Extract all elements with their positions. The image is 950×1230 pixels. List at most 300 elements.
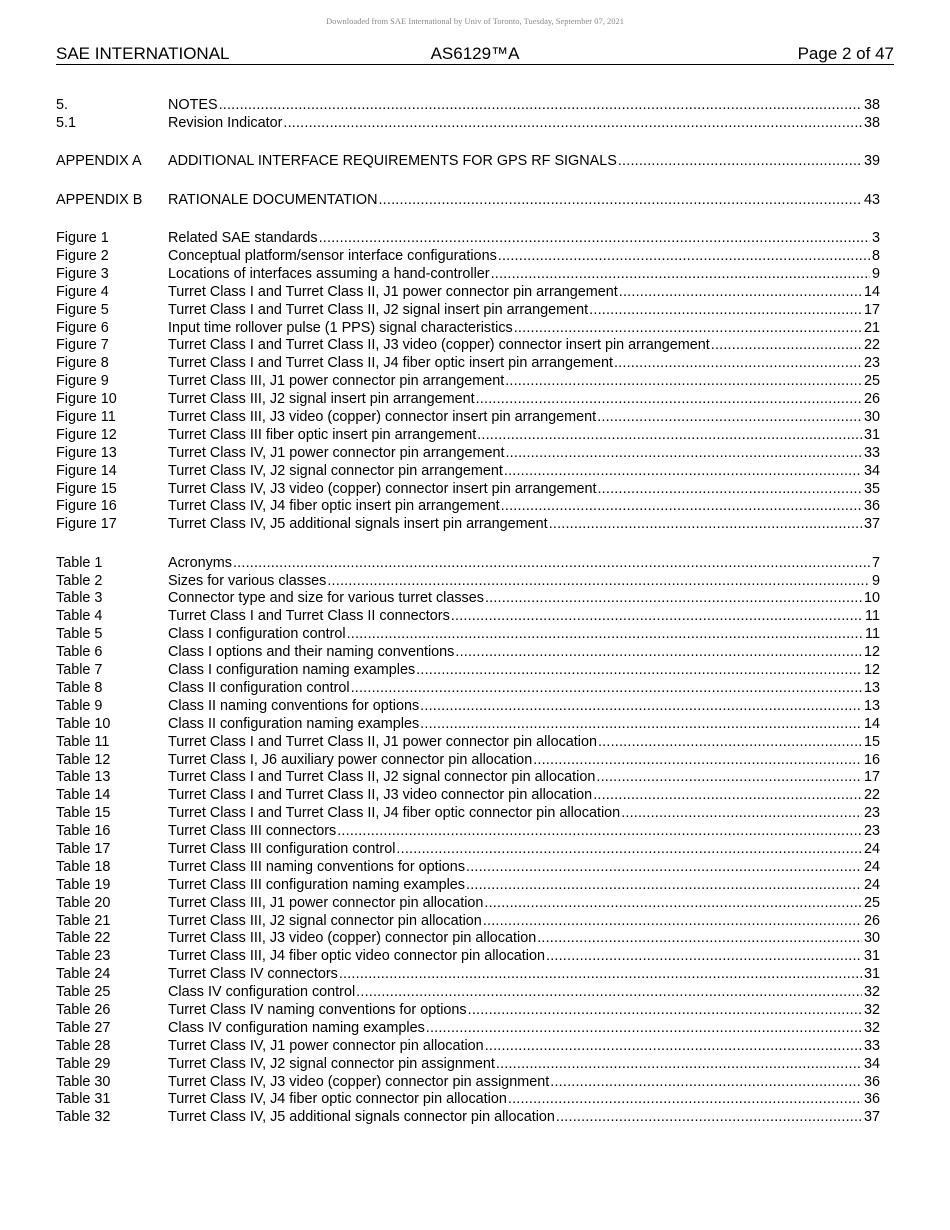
toc-entry-body <box>168 948 880 966</box>
toc-entry-label: Table 12 <box>56 751 111 768</box>
toc-entry-label: Table 1 <box>56 554 103 571</box>
toc-entry-page[interactable]: 32 <box>863 984 880 1001</box>
toc-entry-title[interactable]: Turret Class I and Turret Class II connectors <box>168 608 450 625</box>
toc-entry-page[interactable]: 11 <box>865 626 880 643</box>
toc-entry-body <box>168 930 880 948</box>
toc-entry-title[interactable]: Turret Class I and Turret Class II, J2 signal connector pin allocation <box>168 769 596 786</box>
toc-entry-title[interactable]: Turret Class IV, J1 power connector pin arrangement <box>168 444 505 461</box>
toc-entry[interactable] <box>56 481 880 499</box>
toc-entry-title[interactable]: Turret Class IV naming conventions for options <box>168 1001 467 1018</box>
dot-leader <box>549 516 862 534</box>
toc-entry-page[interactable]: 17 <box>863 769 880 786</box>
toc-entry-page[interactable]: 30 <box>863 408 880 425</box>
toc-entry-body <box>168 823 880 841</box>
dot-leader <box>533 752 862 770</box>
toc-entry-label: Table 22 <box>56 930 111 947</box>
dot-leader <box>476 391 862 409</box>
toc-entry[interactable] <box>56 716 880 734</box>
toc-entry-title[interactable]: Turret Class III, J1 power connector pin arrangement <box>168 373 505 390</box>
dot-leader <box>351 680 862 698</box>
dot-leader <box>327 573 870 591</box>
toc-entry-body <box>168 662 880 680</box>
toc-entry-body <box>168 913 880 931</box>
toc-entry-label: Figure 12 <box>56 426 117 443</box>
toc-entry-label: Table 24 <box>56 966 111 983</box>
dot-leader <box>233 555 870 573</box>
toc-entry[interactable] <box>56 337 880 355</box>
toc-entry-page[interactable]: 10 <box>863 590 880 607</box>
dot-leader <box>514 320 862 338</box>
dot-leader <box>597 481 862 499</box>
toc-entry-title[interactable]: Class IV configuration control <box>168 984 356 1001</box>
toc-entry[interactable] <box>56 445 880 463</box>
dot-leader <box>484 895 862 913</box>
dot-leader <box>593 787 862 805</box>
toc-entry-body <box>168 266 880 284</box>
toc-entry-page[interactable]: 12 <box>863 662 880 679</box>
toc-entry-title[interactable]: Acronyms <box>168 554 232 571</box>
toc-entry-page[interactable]: 31 <box>863 966 880 983</box>
toc-entry-label: 5. <box>56 97 69 113</box>
toc-entry[interactable] <box>56 805 880 823</box>
toc-entry-page[interactable]: 31 <box>863 426 880 443</box>
dot-leader <box>546 948 862 966</box>
toc-entry-label: Table 19 <box>56 876 111 893</box>
toc-entry-body <box>168 859 880 877</box>
toc-entry-page[interactable]: 32 <box>863 1001 880 1018</box>
toc-entry-label: Figure 10 <box>56 391 117 408</box>
toc-entry[interactable] <box>56 302 880 320</box>
toc-entry[interactable] <box>56 373 880 391</box>
toc-entry-title[interactable]: Class II configuration naming examples <box>168 715 420 732</box>
toc-entry[interactable] <box>56 698 880 716</box>
toc-entry-body <box>168 895 880 913</box>
toc-entry-label: Table 17 <box>56 840 111 857</box>
toc-entry-label: Figure 11 <box>56 408 116 425</box>
toc-entry[interactable] <box>56 859 880 877</box>
toc-entry-label: APPENDIX A <box>56 153 142 170</box>
toc-entry-label: Table 6 <box>56 644 103 661</box>
toc-entry-title[interactable]: Turret Class III, J3 video (copper) connector pin allocation <box>168 930 537 947</box>
toc-entry[interactable] <box>56 913 880 931</box>
toc-entry-page[interactable]: 14 <box>863 715 880 732</box>
toc-entry-page[interactable]: 23 <box>863 823 880 840</box>
toc-entry-body <box>168 516 880 534</box>
toc-entry-page[interactable]: 33 <box>863 1037 880 1054</box>
toc-entry-page[interactable]: 24 <box>863 840 880 857</box>
toc-entry-title[interactable]: ADDITIONAL INTERFACE REQUIREMENTS FOR GPS RF SIGNALS <box>168 153 617 170</box>
toc-entry-title[interactable]: Class I options and their naming conventions <box>168 644 455 661</box>
toc-entry-page[interactable]: 30 <box>863 930 880 947</box>
toc-entry-body <box>168 481 880 499</box>
toc-entry-title[interactable]: Turret Class I and Turret Class II, J3 video (copper) connector insert pin arrangement <box>168 337 710 354</box>
toc-entry[interactable] <box>56 555 880 573</box>
toc-entry-body <box>168 1074 880 1092</box>
toc-entry-page[interactable]: 24 <box>863 858 880 875</box>
toc-entry-label: Figure 3 <box>56 265 109 282</box>
toc-entry-page[interactable]: 14 <box>863 283 880 300</box>
header-organization: SAE INTERNATIONAL <box>56 44 230 63</box>
toc-entry-label: Figure 4 <box>56 283 109 300</box>
toc-entry[interactable] <box>56 734 880 752</box>
toc-entry-title[interactable]: Turret Class I, J6 auxiliary power connector pin allocation <box>168 751 533 768</box>
dot-leader <box>485 1038 862 1056</box>
toc-entry-body <box>168 445 880 463</box>
toc-entry[interactable] <box>56 409 880 427</box>
toc-entry-page[interactable]: 36 <box>863 1073 880 1090</box>
toc-entry-body <box>168 1002 880 1020</box>
toc-entry-label: Table 27 <box>56 1019 111 1036</box>
dot-leader <box>426 1020 862 1038</box>
toc-entry-body <box>168 498 880 516</box>
toc-entry[interactable] <box>56 752 880 770</box>
toc-entry[interactable] <box>56 877 880 895</box>
toc-entry-label: Figure 9 <box>56 373 109 390</box>
toc-entry-title[interactable]: NOTES <box>168 97 218 113</box>
toc-entry[interactable] <box>56 1056 880 1074</box>
toc-entry-label: Figure 14 <box>56 462 117 479</box>
toc-entry-title[interactable]: Turret Class III fiber optic insert pin arrangement <box>168 426 477 443</box>
toc-entry-page[interactable]: 34 <box>863 462 880 479</box>
toc-entry[interactable] <box>56 1091 880 1109</box>
dot-leader <box>501 498 862 516</box>
toc-entry-label: Figure 17 <box>56 516 117 533</box>
toc-entry-body <box>168 573 880 591</box>
toc-entry[interactable] <box>56 841 880 859</box>
toc-entry-body <box>168 752 880 770</box>
toc-entry-page[interactable]: 38 <box>863 97 880 113</box>
toc-entry-page[interactable]: 12 <box>863 644 880 661</box>
toc-entry-label: Table 9 <box>56 697 103 714</box>
toc-entry-body <box>168 1109 880 1127</box>
dot-leader <box>337 823 862 841</box>
dot-leader <box>396 841 862 859</box>
toc-entry-page[interactable]: 11 <box>865 608 880 625</box>
toc-entry-page[interactable]: 31 <box>863 948 880 965</box>
dot-leader <box>508 1091 862 1109</box>
toc-entry[interactable] <box>56 590 880 608</box>
toc-entry-body <box>168 355 880 373</box>
toc-entry-title[interactable]: RATIONALE DOCUMENTATION <box>168 191 378 208</box>
toc-entry-page[interactable]: 36 <box>863 498 880 515</box>
toc-entry[interactable] <box>56 680 880 698</box>
toc-entry-label: Table 4 <box>56 608 103 625</box>
toc-entry-page[interactable]: 26 <box>863 391 880 408</box>
section-gap <box>56 171 880 192</box>
toc-entry-page[interactable]: 9 <box>871 265 880 282</box>
table-of-contents <box>56 97 880 1127</box>
toc-entry-title[interactable]: Conceptual platform/sensor interface configurations <box>168 247 497 264</box>
toc-entry-label: Table 20 <box>56 894 111 911</box>
toc-entry[interactable] <box>56 1038 880 1056</box>
toc-entry-title[interactable]: Turret Class III configuration naming examples <box>168 876 466 893</box>
toc-entry-label: Table 14 <box>56 787 111 804</box>
toc-entry-page[interactable]: 23 <box>863 805 880 822</box>
dot-leader <box>596 769 862 787</box>
dot-leader <box>504 463 862 481</box>
toc-entry-body <box>168 680 880 698</box>
toc-entry-page[interactable]: 36 <box>863 1091 880 1108</box>
toc-entry[interactable] <box>56 320 880 338</box>
toc-entry-title[interactable]: Input time rollover pulse (1 PPS) signal characteristics <box>168 319 513 336</box>
toc-entry-title[interactable]: Turret Class IV connectors <box>168 966 338 983</box>
dot-leader <box>378 192 862 210</box>
toc-entry-page[interactable]: 15 <box>863 733 880 750</box>
dot-leader <box>485 590 862 608</box>
toc-entry-title[interactable]: Turret Class IV, J4 fiber optic connector pin allocation <box>168 1091 507 1108</box>
toc-entry[interactable] <box>56 608 880 626</box>
toc-entry[interactable] <box>56 1109 880 1127</box>
toc-entry-page[interactable]: 37 <box>863 1109 880 1126</box>
toc-entry-page[interactable]: 13 <box>863 697 880 714</box>
toc-entry-page[interactable]: 8 <box>871 247 880 264</box>
toc-entry-body <box>168 463 880 481</box>
toc-entry-label: Figure 13 <box>56 444 117 461</box>
toc-entry[interactable] <box>56 948 880 966</box>
toc-entry-label: APPENDIX B <box>56 191 143 208</box>
toc-entry[interactable] <box>56 97 880 115</box>
toc-entry-title[interactable]: Class II naming conventions for options <box>168 697 420 714</box>
toc-entry-body <box>168 115 880 133</box>
toc-entry-title[interactable]: Connector type and size for various turret classes <box>168 590 484 607</box>
toc-entry-title[interactable]: Turret Class I and Turret Class II, J2 signal insert pin arrangement <box>168 301 589 318</box>
toc-entry-label: Table 15 <box>56 805 111 822</box>
toc-entry-title[interactable]: Sizes for various classes <box>168 572 327 589</box>
toc-entry-title[interactable]: Turret Class III, J4 fiber optic video connector pin allocation <box>168 948 546 965</box>
toc-entry-title[interactable]: Turret Class III naming conventions for options <box>168 858 466 875</box>
toc-entry-body <box>168 841 880 859</box>
page-header <box>56 44 894 65</box>
toc-entry-title[interactable]: Turret Class I and Turret Class II, J4 fiber optic connector pin allocation <box>168 805 621 822</box>
toc-entry-title[interactable]: Turret Class IV, J4 fiber optic insert pin arrangement <box>168 498 500 515</box>
dot-leader <box>347 626 863 644</box>
toc-entry[interactable] <box>56 984 880 1002</box>
toc-entry-label: Table 2 <box>56 572 103 589</box>
toc-entry[interactable] <box>56 573 880 591</box>
toc-entry-page[interactable]: 22 <box>863 337 880 354</box>
toc-entry[interactable] <box>56 355 880 373</box>
toc-entry-page[interactable]: 9 <box>871 572 880 589</box>
toc-entry-page[interactable]: 39 <box>863 153 880 170</box>
toc-entry-label: Table 5 <box>56 626 103 643</box>
dot-leader <box>597 409 862 427</box>
toc-entry[interactable] <box>56 787 880 805</box>
toc-entry-page[interactable]: 37 <box>863 516 880 533</box>
download-watermark: Downloaded from SAE International by Univ of Toronto, Tuesday, September 07, 2021 <box>325 16 625 26</box>
toc-entry-title[interactable]: Class II configuration control <box>168 679 350 696</box>
toc-entry-page[interactable]: 43 <box>863 191 880 208</box>
dot-leader <box>491 266 870 284</box>
toc-entry-body <box>168 320 880 338</box>
toc-entry-body <box>168 248 880 266</box>
toc-entry-page[interactable]: 25 <box>863 894 880 911</box>
dot-leader <box>416 662 862 680</box>
toc-entry-title[interactable]: Turret Class I and Turret Class II, J1 power connector pin arrangement <box>168 283 618 300</box>
toc-entry[interactable] <box>56 266 880 284</box>
toc-entry-page[interactable]: 3 <box>871 230 880 247</box>
dot-leader <box>711 337 862 355</box>
toc-entry[interactable] <box>56 1074 880 1092</box>
toc-entry-title[interactable]: Turret Class I and Turret Class II, J3 video connector pin allocation <box>168 787 593 804</box>
toc-entry[interactable] <box>56 153 880 171</box>
toc-entry-page[interactable]: 26 <box>863 912 880 929</box>
toc-entry-body <box>168 769 880 787</box>
toc-entry-title[interactable]: Class I configuration control <box>168 626 346 643</box>
toc-entry-body <box>168 984 880 1002</box>
dot-leader <box>420 698 862 716</box>
toc-entry-label: Figure 7 <box>56 337 109 354</box>
section-gap <box>56 534 880 555</box>
toc-entry-body <box>168 230 880 248</box>
toc-entry-title[interactable]: Turret Class IV, J3 video (copper) connector pin assignment <box>168 1073 550 1090</box>
toc-entry-label: Table 13 <box>56 769 111 786</box>
toc-entry-label: Table 32 <box>56 1109 111 1126</box>
toc-entry-page[interactable]: 24 <box>863 876 880 893</box>
toc-entry[interactable] <box>56 1002 880 1020</box>
toc-entry-label: Table 18 <box>56 858 111 875</box>
toc-entry-title[interactable]: Class IV configuration naming examples <box>168 1019 425 1036</box>
toc-entry-title[interactable]: Turret Class III, J2 signal connector pin allocation <box>168 912 482 929</box>
toc-entry-label: Table 7 <box>56 662 103 679</box>
toc-entry-body <box>168 877 880 895</box>
toc-entry-label: Figure 5 <box>56 301 109 318</box>
toc-entry[interactable] <box>56 895 880 913</box>
toc-entry[interactable] <box>56 1020 880 1038</box>
dot-leader <box>589 302 862 320</box>
header-document-id: AS6129™A <box>430 44 520 63</box>
toc-entry-label: Table 23 <box>56 948 111 965</box>
toc-entry-body <box>168 966 880 984</box>
toc-entry-page[interactable]: 21 <box>863 319 880 336</box>
toc-entry-page[interactable]: 17 <box>863 301 880 318</box>
toc-entry-label: Table 11 <box>56 733 110 750</box>
toc-entry-body <box>168 805 880 823</box>
toc-entry-label: Table 25 <box>56 984 111 1001</box>
toc-entry-page[interactable]: 13 <box>863 679 880 696</box>
dot-leader <box>468 1002 862 1020</box>
toc-entry-title[interactable]: Turret Class IV, J5 additional signals insert pin arrangement <box>168 516 548 533</box>
toc-entry[interactable] <box>56 644 880 662</box>
toc-entry-page[interactable]: 38 <box>863 114 880 131</box>
toc-entry-body <box>168 153 880 171</box>
section-gap <box>56 210 880 231</box>
toc-entry-title[interactable]: Turret Class III configuration control <box>168 840 396 857</box>
dot-leader <box>451 608 863 626</box>
toc-entry-body <box>168 1038 880 1056</box>
section-gap <box>56 133 880 154</box>
toc-entry[interactable] <box>56 966 880 984</box>
dot-leader <box>498 248 870 266</box>
toc-entry-label: Table 30 <box>56 1073 111 1090</box>
dot-leader <box>618 153 862 171</box>
toc-entry-page[interactable]: 22 <box>863 787 880 804</box>
toc-entry-body <box>168 626 880 644</box>
toc-entry-page[interactable]: 23 <box>863 355 880 372</box>
toc-entry-body <box>168 734 880 752</box>
toc-entry-body <box>168 555 880 573</box>
toc-entry[interactable] <box>56 115 880 133</box>
toc-entry-title[interactable]: Turret Class I and Turret Class II, J4 fiber optic insert pin arrangement <box>168 355 613 372</box>
toc-entry-title[interactable]: Turret Class IV, J3 video (copper) connector insert pin arrangement <box>168 480 597 497</box>
toc-entry-body <box>168 644 880 662</box>
toc-entry-label: Table 29 <box>56 1055 111 1072</box>
toc-entry-body <box>168 192 880 210</box>
toc-entry-body <box>168 284 880 302</box>
toc-entry-title[interactable]: Turret Class III, J3 video (copper) connector insert pin arrangement <box>168 408 597 425</box>
toc-entry-label: Figure 2 <box>56 247 109 264</box>
toc-entry[interactable] <box>56 498 880 516</box>
header-page-number: Page 2 of 47 <box>797 44 894 63</box>
toc-entry-title[interactable]: Turret Class IV, J1 power connector pin allocation <box>168 1037 484 1054</box>
dot-leader <box>483 913 862 931</box>
toc-entry-page[interactable]: 32 <box>863 1019 880 1036</box>
toc-entry[interactable] <box>56 662 880 680</box>
dot-leader <box>319 230 870 248</box>
toc-entry-title[interactable]: Turret Class IV, J2 signal connector pin arrangement <box>168 462 503 479</box>
toc-entry-page[interactable]: 33 <box>863 444 880 461</box>
toc-entry-body <box>168 409 880 427</box>
toc-entry-title[interactable]: Turret Class III, J1 power connector pin allocation <box>168 894 484 911</box>
toc-entry-title[interactable]: Locations of interfaces assuming a hand-controller <box>168 265 490 282</box>
toc-entry[interactable] <box>56 192 880 210</box>
toc-entry-body <box>168 1020 880 1038</box>
toc-entry-body <box>168 97 880 115</box>
toc-entry-body <box>168 590 880 608</box>
toc-entry-title[interactable]: Turret Class III, J2 signal insert pin arrangement <box>168 391 475 408</box>
toc-entry-label: Table 10 <box>56 715 111 732</box>
dot-leader <box>619 284 862 302</box>
dot-leader <box>219 97 862 115</box>
dot-leader <box>550 1074 862 1092</box>
toc-entry[interactable] <box>56 427 880 445</box>
toc-entry-page[interactable]: 34 <box>863 1055 880 1072</box>
toc-entry-body <box>168 302 880 320</box>
toc-entry-page[interactable]: 16 <box>863 751 880 768</box>
toc-entry-label: Table 16 <box>56 823 111 840</box>
toc-entry[interactable] <box>56 463 880 481</box>
toc-entry-page[interactable]: 7 <box>871 554 880 571</box>
dot-leader <box>466 877 862 895</box>
toc-entry[interactable] <box>56 248 880 266</box>
toc-entry-label: Figure 16 <box>56 498 117 515</box>
toc-entry-title[interactable]: Turret Class III connectors <box>168 823 337 840</box>
toc-entry-label: Table 8 <box>56 679 103 696</box>
toc-entry-label: Figure 8 <box>56 355 109 372</box>
toc-entry[interactable] <box>56 930 880 948</box>
toc-entry-title[interactable]: Turret Class I and Turret Class II, J1 power connector pin allocation <box>168 733 597 750</box>
toc-entry[interactable] <box>56 230 880 248</box>
toc-entry[interactable] <box>56 769 880 787</box>
dot-leader <box>598 734 862 752</box>
toc-entry-title[interactable]: Revision Indicator <box>168 114 283 131</box>
toc-entry-body <box>168 373 880 391</box>
toc-entry[interactable] <box>56 284 880 302</box>
dot-leader <box>477 427 862 445</box>
toc-entry-page[interactable]: 25 <box>863 373 880 390</box>
toc-entry[interactable] <box>56 823 880 841</box>
toc-entry-title[interactable]: Turret Class IV, J2 signal connector pin assignment <box>168 1055 495 1072</box>
toc-entry-label: Table 21 <box>56 912 111 929</box>
toc-entry-page[interactable]: 35 <box>863 480 880 497</box>
dot-leader <box>496 1056 862 1074</box>
toc-entry[interactable] <box>56 391 880 409</box>
toc-entry[interactable] <box>56 626 880 644</box>
toc-entry[interactable] <box>56 516 880 534</box>
toc-entry-label: Table 26 <box>56 1001 111 1018</box>
toc-entry-title[interactable]: Related SAE standards <box>168 230 318 247</box>
toc-entry-title[interactable]: Class I configuration naming examples <box>168 662 416 679</box>
toc-entry-title[interactable]: Turret Class IV, J5 additional signals connector pin allocation <box>168 1109 555 1126</box>
